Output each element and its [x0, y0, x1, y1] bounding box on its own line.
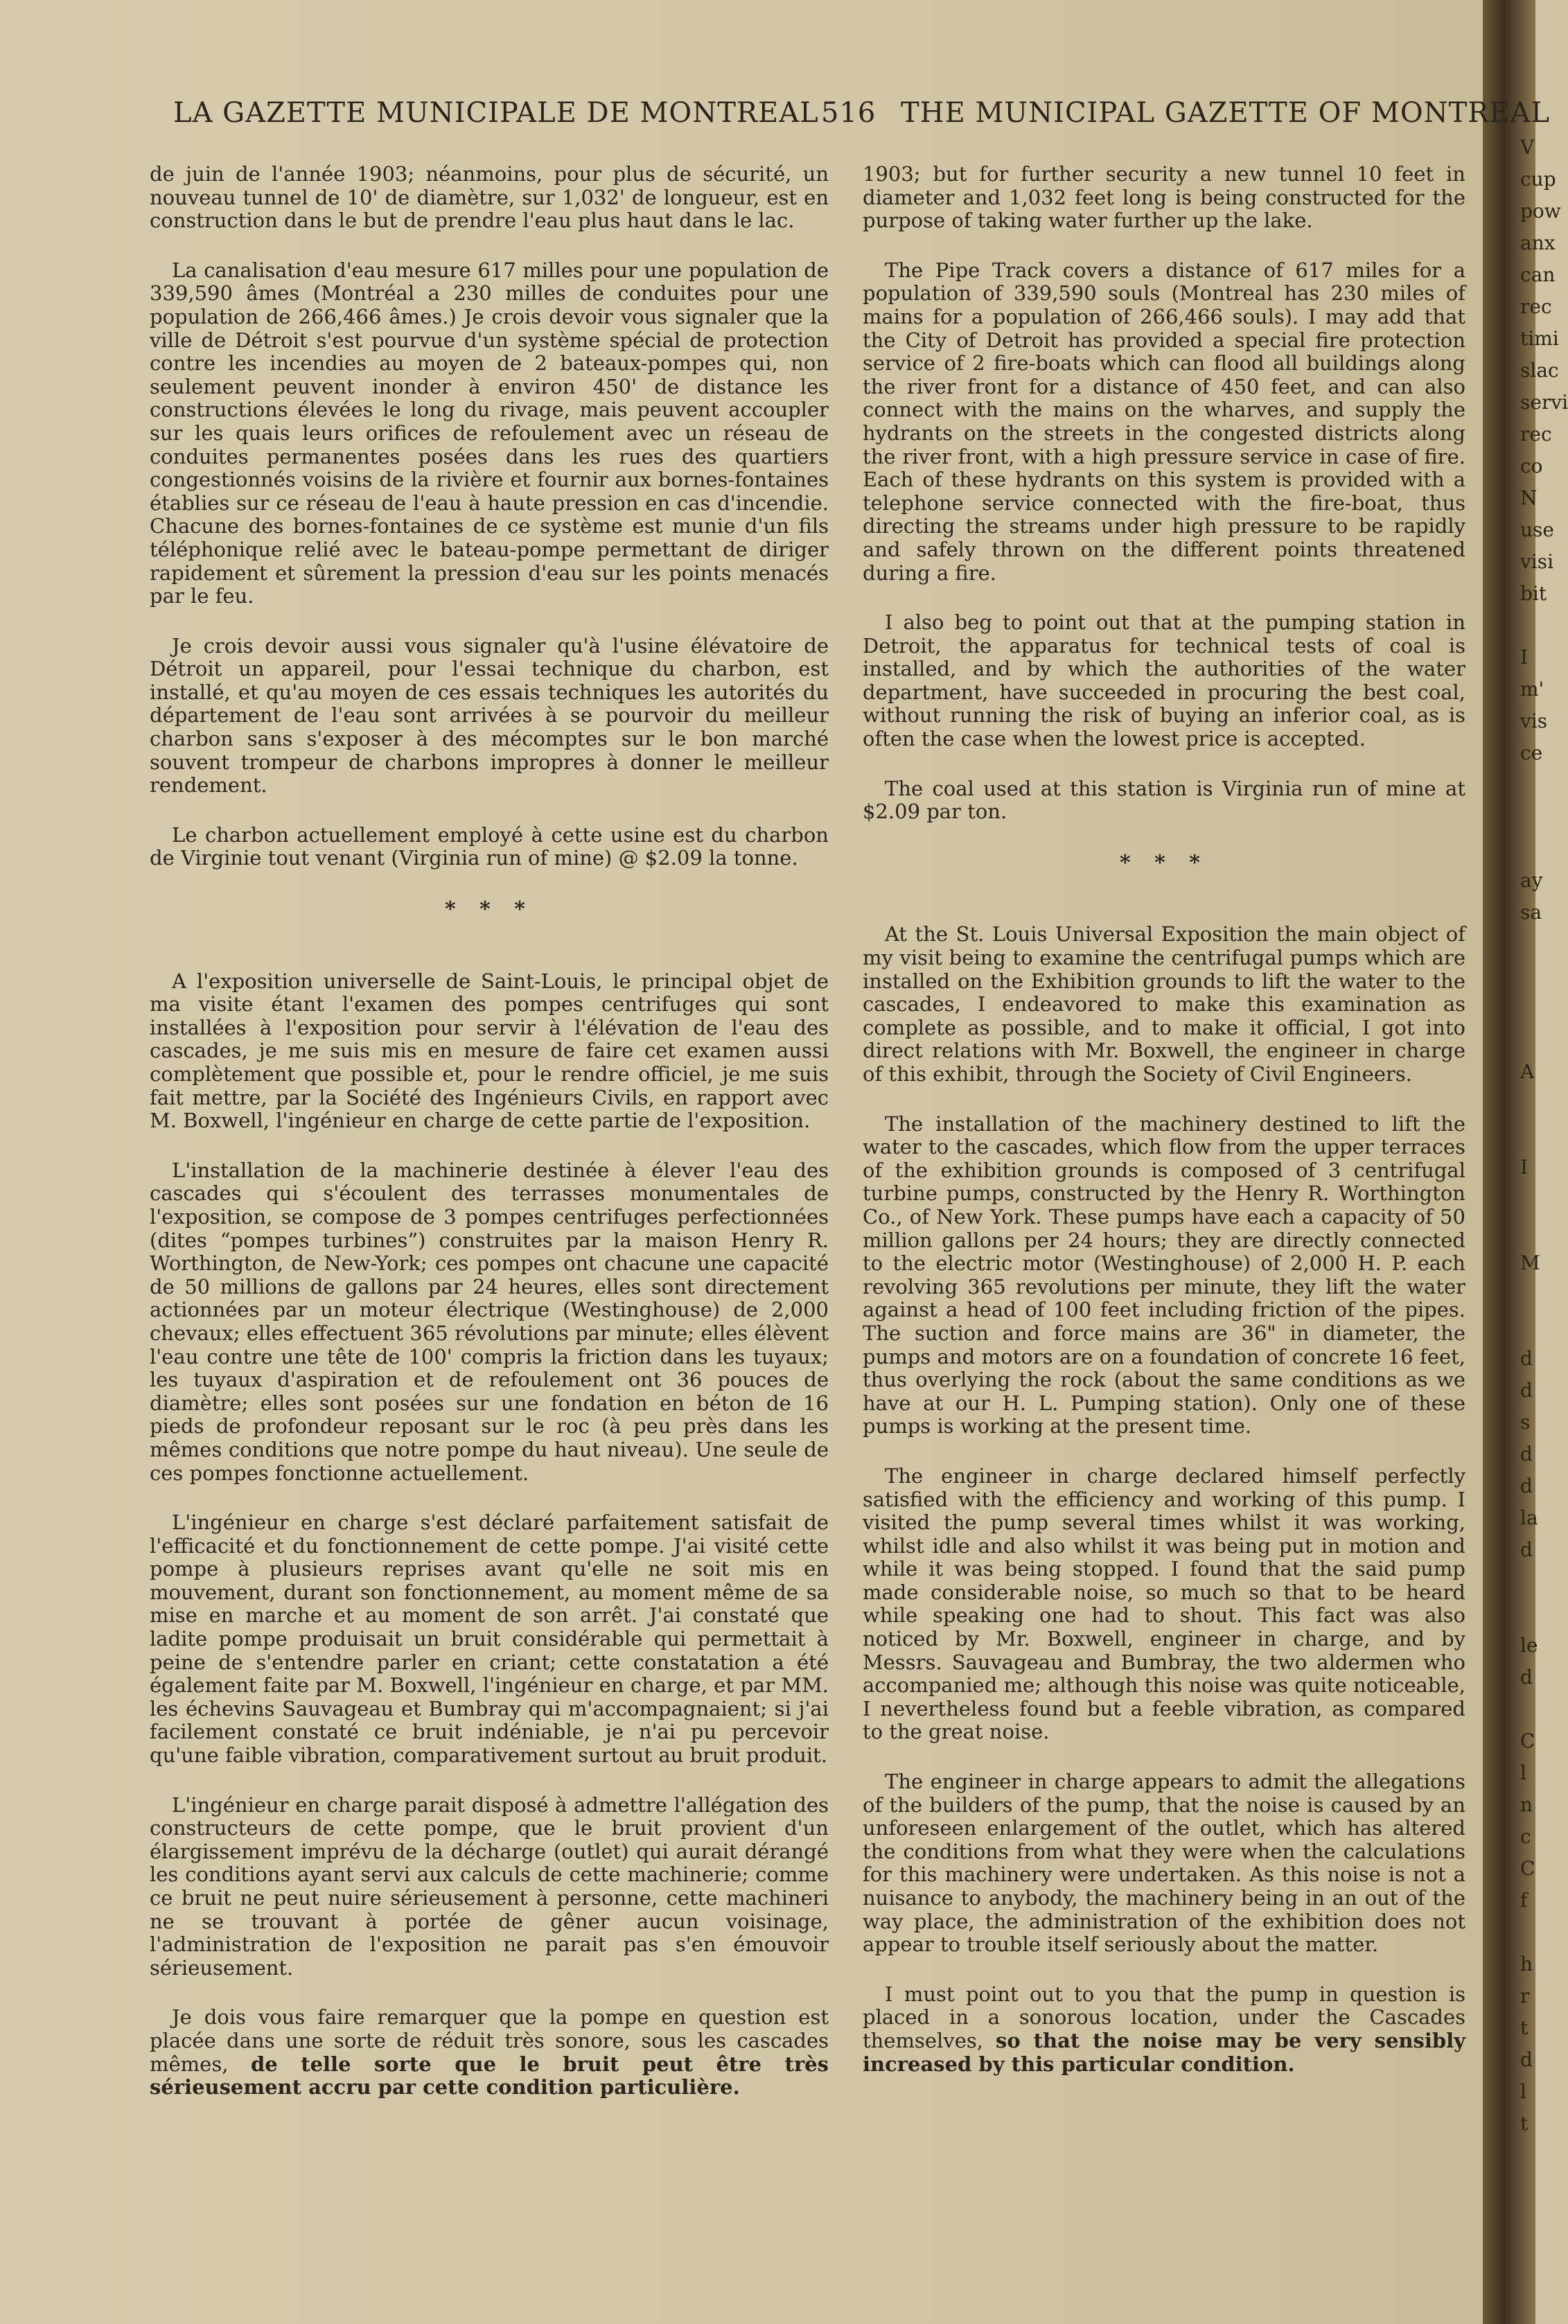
paragraph: The installation of the machinery destined to lift the water to the cascades, which flow from the upper terraces of the exhibition grounds is composed of 3 centrifugal turbine pumps, constructed by the Henry R. Worthington Co., of New York. These pumps have each a capacity of 50 million gallons per 24 hours; they are directly connected to the electric motor (Westinghouse) of 2,000 H. P. each revolving 365 revolutions per minute, they lift the water against a head of 100 feet including friction of the pipes. The suction and force mains are 36" in diameter, the pumps and motors are on a foundation of concrete 16 feet, thus overlying the rock (about the same conditions as we have at our H. L. Pumping station). Only one of these pumps is working at the present time.: [863, 1111, 1465, 1438]
paragraph: L'ingénieur en charge parait disposé à admettre l'allégation des constructeurs de cette pompe, que le bruit provient d'un élargissement imprévu de la décharge (outlet) qui aurait dérangé les conditions ayant servi aux calculs de cette machinerie; comme ce bruit ne peut nuire sérieusement à personne, cette machineri ne se trouvant à portée de gêner aucun voisinage, l'administration de l'exposition ne parait pas s'en émouvoir sérieusement.: [150, 1793, 829, 1980]
paragraph: [863, 1983, 1465, 2076]
paragraph: L'ingénieur en charge s'est déclaré parfaitement satisfait de l'efficacité et du fonctionnement de cette pompe. J'ai visité cette pompe à plusieurs reprises avant qu'elle ne soit mis en mouvement, durant son fonctionnement, au moment même de sa mise en marche et au moment de son arrêt. J'ai constaté que ladite pompe produisait un bruit considérable qui permettait à peine de s'entendre parler en criant; cette constatation a été également faite par M. Boxwell, l'ingénieur en charge, et par MM. les échevins Sauvageau et Bumbray qui m'accompagnaient; si j'ai facilement constaté ce bruit indéniable, je n'ai pu percevoir qu'une faible vibration, comparativement surtout au bruit produit.: [150, 1511, 829, 1768]
paragraph: 1903; but for further security a new tunnel 10 feet in diameter and 1,032 feet long is being constructed for the purpose of taking water further up the lake.: [863, 162, 1465, 233]
paragraph: The coal used at this station is Virginia run of mine at $2.09 par ton.: [863, 776, 1465, 824]
paragraph: Je crois devoir aussi vous signaler qu'à l'usine élévatoire de Détroit un appareil, pour l'essai technique du charbon, est installé, et qu'au moyen de ces essais techniques les autorités du département de l'eau sont arrivées à se pourvoir du meilleur charbon sans s'exposer à des mécomptes sur le bon marché souvent trompeur de charbons impropres à donner le meilleur rendement.: [150, 633, 829, 798]
paragraph-regular-text: I must point out to you that the pump in question is placed in a sonorous location, under the Cascades themselves,: [863, 1982, 1465, 2052]
paragraph: Le charbon actuellement employé à cette usine est du charbon de Virginie tout venant (Virginia run of mine) @ $2.09 la tonne.: [150, 822, 829, 870]
header-french-title: LA GAZETTE MUNICIPALE DE MONTREAL: [173, 97, 819, 129]
paragraph: [150, 2006, 829, 2099]
paragraph: L'installation de la machinerie destinée à élever l'eau des cascades qui s'écoulent des terrasses monumentales de l'exposition, se compose de 3 pompes centrifuges perfectionnées (dites “pompes turbines”) construites par la maison Henry R. Worthington, de New-York; ces pompes ont chacune une capacité de 50 millions de gallons par 24 heures, elles sont directement actionnées par un moteur électrique (Westinghouse) de 2,000 chevaux; elles effectuent 365 révolutions par minute; elles élèvent l'eau contre une tête de 100' compris la friction dans les tuyaux; les tuyaux d'aspiration et de refoulement ont 36 pouces de diamètre; elles sont posées sur une fondation en béton de 16 pieds de profondeur reposant sur le roc (à peu près dans les mêmes conditions que notre pompe du haut niveau). Une seule de ces pompes fonctionne actuellement.: [150, 1158, 829, 1485]
page-number: 516: [821, 97, 877, 129]
paragraph: A l'exposition universelle de Saint-Louis, le principal objet de ma visite étant l'examen des pompes centrifuges qui sont installées à l'exposition pour servir à l'élévation de l'eau des cascades, je me suis mis en mesure de faire cet examen aussi complètement que possible et, pour le rendre officiel, je me suis fait mettre, par la Société des Ingénieurs Civils, en rapport avec M. Boxwell, l'ingénieur en charge de cette partie de l'exposition.: [150, 969, 829, 1133]
paragraph: The engineer in charge declared himself perfectly satisfied with the efficiency and working of this pump. I visited the pump several times whilst it was working, whilst idle and also whilst it was being put in motion and while it was being stopped. I found that the said pump made considerable noise, so much so that to be heard while speaking one had to shout. This fact was also noticed by Mr. Boxwell, engineer in charge, and by Messrs. Sauvageau and Bumbray, the two aldermen who accompanied me; although this noise was quite noticeable, I nevertheless found but a feeble vibration, as compared to the great noise.: [863, 1463, 1465, 1744]
paragraph: de juin de l'année 1903; néanmoins, pour plus de sécurité, un nouveau tunnel de 10' de diamètre, sur 1,032' de longueur, est en construction dans le but de prendre l'eau plus haut dans le lac.: [150, 162, 829, 233]
paragraph-regular-text: Je dois vous faire remarquer que la pompe en question est placée dans une sorte de réduit très sonore, sous les cascades mêmes,: [150, 2005, 829, 2076]
paragraph: La canalisation d'eau mesure 617 milles pour une population de 339,590 âmes (Montréal a 230 milles de conduites pour une population de 266,466 âmes.) Je crois devoir vous signaler que la ville de Détroit s'est pourvue d'un système spécial de protection contre les incendies au moyen de 2 bateaux-pompes qui, non seulement peuvent inonder à environ 450' de distance les constructions élevées le long du rivage, mais peuvent accoupler sur les quais leurs orifices de refoulement avec un réseau de conduites permanentes posées dans les rues des quartiers congestionnés voisins de la rivière et fournir aux bornes-fontaines établies sur ce réseau de l'eau à haute pression en cas d'incendie. Chacune des bornes-fontaines de ce système est munie d'un fils téléphonique relié avec le bateau-pompe permettant de diriger rapidement et sûrement la pression d'eau sur les points menacés par le feu.: [150, 258, 829, 608]
paragraph-bold-text: de telle sorte que le bruit peut être très sérieusement accru par cette condition particulière.: [150, 2052, 829, 2099]
french-column: [150, 163, 829, 2126]
header-english-title: THE MUNICIPAL GAZETTE OF MONTREAL: [901, 97, 1551, 129]
section-divider: * * *: [445, 897, 534, 922]
paragraph: The engineer in charge appears to admit the allegations of the builders of the pump, that the noise is caused by an unforeseen enlargement of the outlet, which has altered the conditions from what they were when the calculations for this machinery were undertaken. As this noise is not a nuisance to anybody, the machinery being in an out of the way place, the administration of the exhibition does not appear to trouble itself seriously about the matter.: [863, 1770, 1465, 1957]
adjacent-page-edge-text: V cup pow anx can rec timi slac servi rec co N use visi bit I m' vis ce ay sa A I M d d s d d la d le d C l n c C f h r t d l t: [1520, 136, 1568, 2135]
page-header: [173, 97, 1551, 139]
english-column: [863, 163, 1465, 2102]
section-divider: * * *: [1120, 850, 1208, 875]
paragraph: The Pipe Track covers a distance of 617 miles for a population of 339,590 souls (Montreal has 230 miles of mains for a population of 266,466 souls). I may add that the City of Detroit has provided a special fire protection service of 2 fire-boats which can flood all buildings along the river front for a distance of 450 feet, and can also connect with the mains on the wharves, and supply the hydrants on the streets in the congested districts along the river front, with a high pressure service in case of fire. Each of these hydrants on this system is provided with a telephone service connected with the fire-boat, thus directing the streams under high pressure to be rapidly and safely thrown on the different points threatened during a fire.: [863, 258, 1465, 585]
paragraph: I also beg to point out that at the pumping station in Detroit, the apparatus for technical tests of coal is installed, and by which the authorities of the water department, have succeeded in procuring the best coal, without running the risk of buying an inferior coal, as is often the case when the lowest price is accepted.: [863, 610, 1465, 751]
paragraph-bold-text: so that the noise may be very sensibly increased by this particular condition.: [863, 2028, 1466, 2076]
paragraph: At the St. Louis Universal Exposition the main object of my visit being to examine the centrifugal pumps which are installed on the Exhibition grounds to lift the water to the cascades, I endeavored to make this examination as complete as possible, and to make it official, I got into direct relations with Mr. Boxwell, the engineer in charge of this exhibit, through the Society of Civil Engineers.: [863, 922, 1465, 1086]
